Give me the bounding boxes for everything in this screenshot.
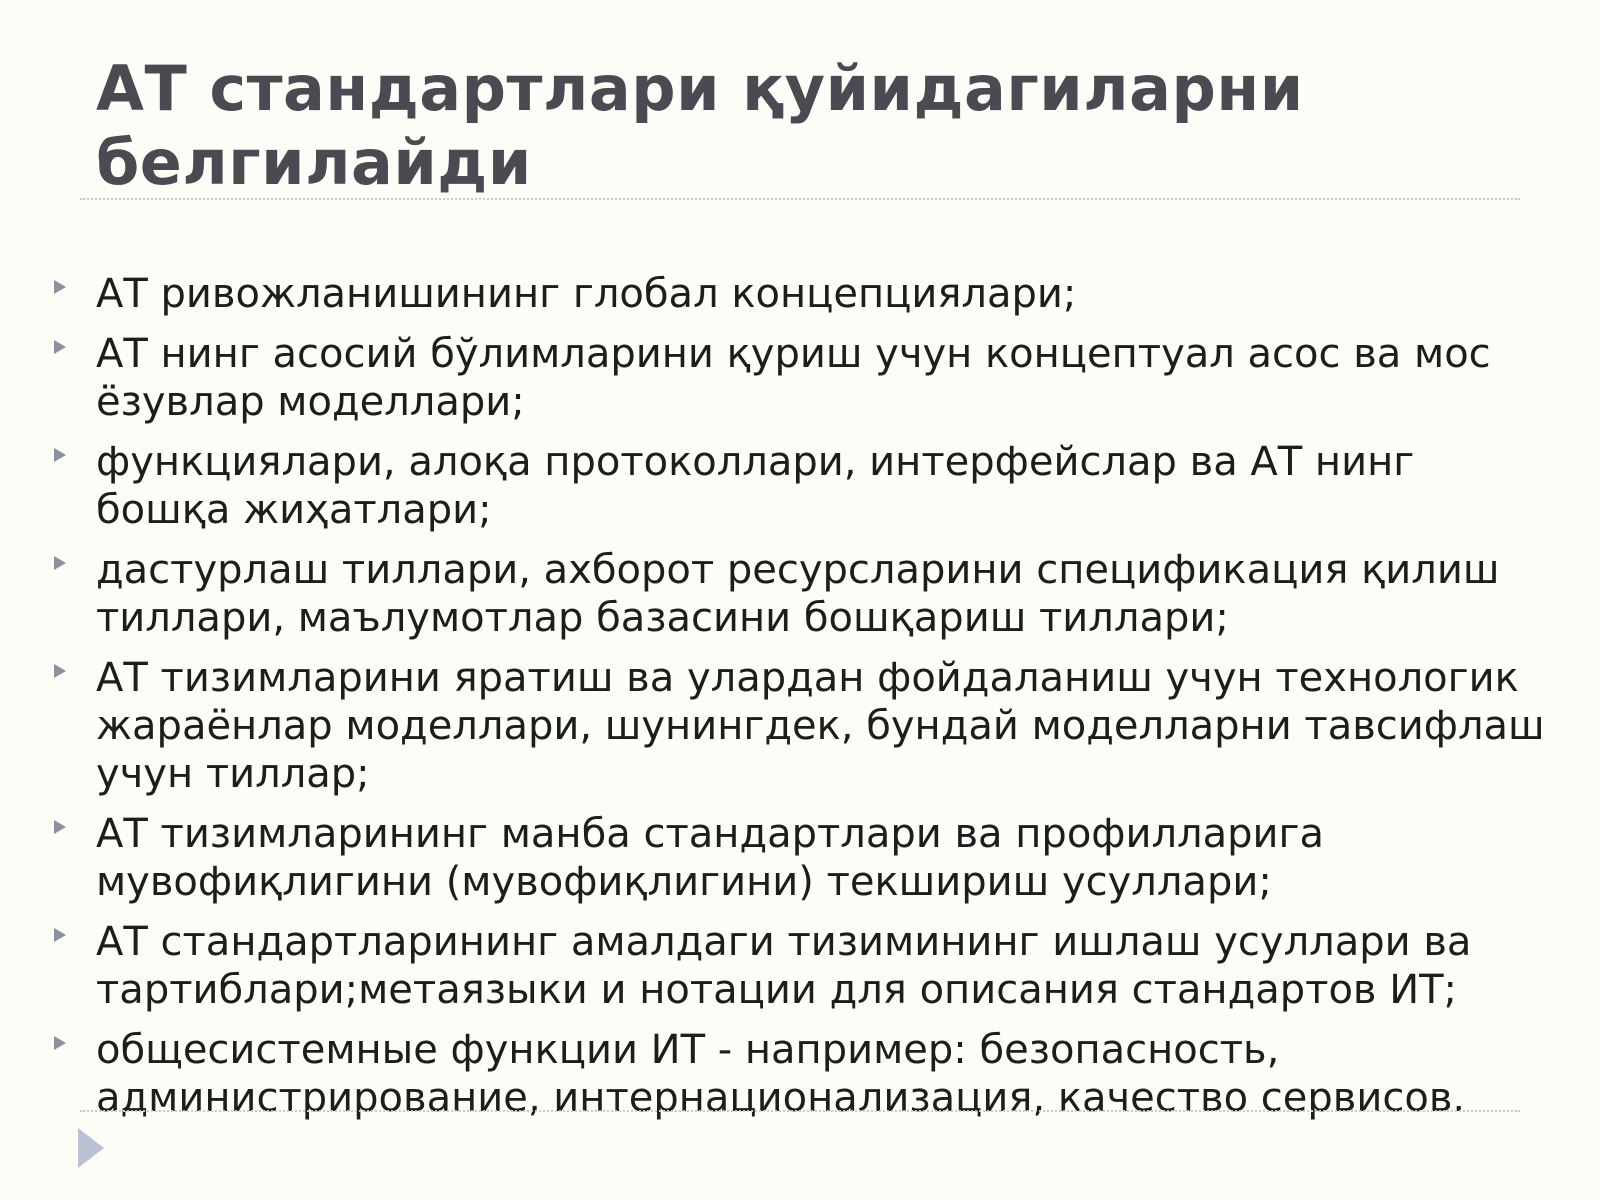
bullet-text: АТ ривожланишининг глобал концепциялари; xyxy=(96,271,1077,317)
bullet-text: функциялари, алоқа протоколлари, интерфейслар ва АТ нинг бошқа жиҳатлари; xyxy=(96,439,1415,533)
next-slide-arrow-icon[interactable] xyxy=(78,1128,104,1168)
bullet-text: АТ тизимларини яратиш ва улардан фойдаланиш учун технологик жараёнлар моделлари, шунингдек, бундай моделларни тавсифлаш учун тиллар; xyxy=(96,655,1545,797)
title-divider xyxy=(80,198,1520,200)
bullet-text: общесистемные функции ИТ - например: безопасность, администрирование, интернационализация, качество сервисов. xyxy=(96,1027,1466,1121)
list-item xyxy=(0,330,1600,426)
triangle-bullet-icon xyxy=(54,340,66,354)
list-item xyxy=(0,918,1600,1014)
list-item xyxy=(0,546,1600,642)
bullet-text: АТ тизимларининг манба стандартлари ва профилларига мувофиқлигини (мувофиқлигини) текшириш усуллари; xyxy=(96,811,1325,905)
triangle-bullet-icon xyxy=(54,280,66,294)
list-item xyxy=(0,438,1600,534)
list-item xyxy=(0,1026,1600,1122)
list-item xyxy=(0,810,1600,906)
bullet-text: дастурлаш тиллари, ахборот ресурсларини спецификация қилиш тиллари, маълумотлар базасини бошқариш тиллари; xyxy=(96,547,1500,641)
triangle-bullet-icon xyxy=(54,1036,66,1050)
list-item xyxy=(0,654,1600,798)
bottom-divider xyxy=(80,1110,1520,1112)
list-item xyxy=(0,270,1600,318)
triangle-bullet-icon xyxy=(54,928,66,942)
triangle-bullet-icon xyxy=(54,820,66,834)
bullet-list xyxy=(0,270,1600,1134)
triangle-bullet-icon xyxy=(54,448,66,462)
bullet-text: АТ нинг асосий бўлимларини қуриш учун концептуал асос ва мос ёзувлар моделлари; xyxy=(96,331,1491,425)
bullet-text: АТ стандартларининг амалдаги тизимининг ишлаш усуллари ва тартиблари;метаязыки и нотации для описания стандартов ИТ; xyxy=(96,919,1472,1013)
triangle-bullet-icon xyxy=(54,556,66,570)
slide-title: АТ стандартлари қуйидагиларни белгилайди xyxy=(96,52,1304,199)
triangle-bullet-icon xyxy=(54,664,66,678)
